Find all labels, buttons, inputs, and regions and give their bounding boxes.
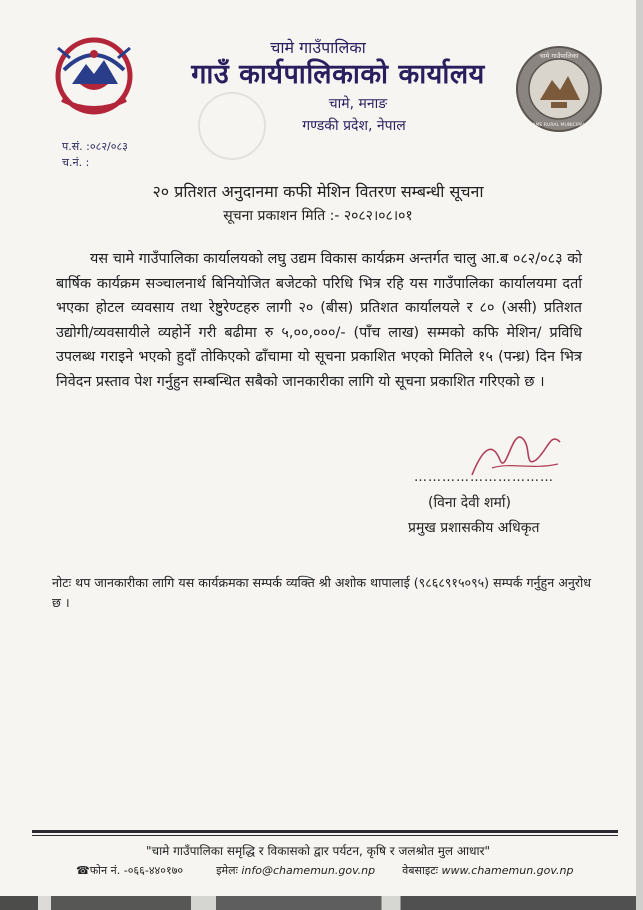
address-line-1: चामे, मनाङ: [328, 96, 388, 112]
footer-email-link[interactable]: info@chamemun.gov.np: [241, 864, 376, 877]
seal-bottom-text: CHAME RURAL MUNICIPALITY: [525, 123, 593, 128]
notice-date: सूचना प्रकाशन मिति :- २०८२।०८।०१: [223, 208, 413, 224]
scan-right-edge: [636, 0, 643, 910]
footer-motto: "चामे गाउँपालिका समृद्धि र विकासको द्वार पर्यटन, कृषि र जलश्रोत मुल आधार": [145, 844, 491, 858]
footer-website-link[interactable]: www.chamemun.gov.np: [441, 864, 574, 877]
footer-website-label: वेबसाइटः: [402, 864, 438, 877]
signatory-title: प्रमुख प्रशासकीय अधिकृत: [408, 520, 540, 536]
reference-number: प.सं. :०८२/०८३: [62, 140, 128, 153]
notice-body: यस चामे गाउँपालिका कार्यालयको लघु उद्यम विकास कार्यक्रम अन्तर्गत चालु आ.ब ०८२/०८३ को बार्षिक कार्यक्रम सञ्चालनार्थ बिनियोजित बजेटको परिधि भित्र रहि यस गाउँपालिका कार्यालयमा दर्ता भएका होटल व्यवसाय तथा रेष्टुरेण्टहरु लागी २० (बीस) प्रतिशत कार्यालयले र ८० (असी) प्रतिशत उद्योगी/व्यवसायीले व्यहोर्ने गरी बढीमा रु ५,००,०००/- (पाँच लाख) सम्मको कफि मेशिन/ प्रविधि उपलब्ध गराइने भएको हुदाँ तोकिएको ढाँचामा यो सूचना प्रकाशित भएको मितिले १५ (पन्ध्र) दिन भित्र निवेदन प्रस्ताव पेश गर्नुहुन सम्बन्धित सबैको जानकारीका लागि यो सूचना प्रकाशित गरिएको छ ।: [56, 251, 582, 390]
footer-contact: [76, 863, 596, 878]
municipality-name: चामे गाउँपालिका: [270, 38, 366, 57]
footer-email-label: इमेलः: [216, 864, 238, 877]
footer-rule-thick: [32, 830, 618, 833]
signature-line: …………………………: [414, 470, 554, 485]
office-name: गाउँ कार्यपालिकाको कार्यालय: [191, 59, 485, 90]
footer-phone: ☎फोन नं. -०६६-४४०१७०: [76, 864, 184, 877]
dispatch-number: च.नं. :: [62, 156, 90, 169]
address-line-2: गण्डकी प्रदेश, नेपाल: [302, 118, 406, 134]
footer-rule-thin: [32, 835, 618, 836]
notice-title: २० प्रतिशत अनुदानमा कफी मेशिन वितरण सम्बन्धी सूचना: [152, 182, 484, 201]
signatory-name: (विना देवी शर्मा): [428, 495, 511, 511]
seal-top-text: चामे गाउँपालिका: [539, 52, 579, 60]
contact-note: नोटः थप जानकारीका लागि यस कार्यक्रमका सम्पर्क व्यक्ति श्री अशोक थापालाई (९८६८९१५०९५) सम्पर्क गर्नुहुन अनुरोध छ ।: [52, 575, 591, 610]
scan-bottom-edge: [0, 896, 636, 910]
